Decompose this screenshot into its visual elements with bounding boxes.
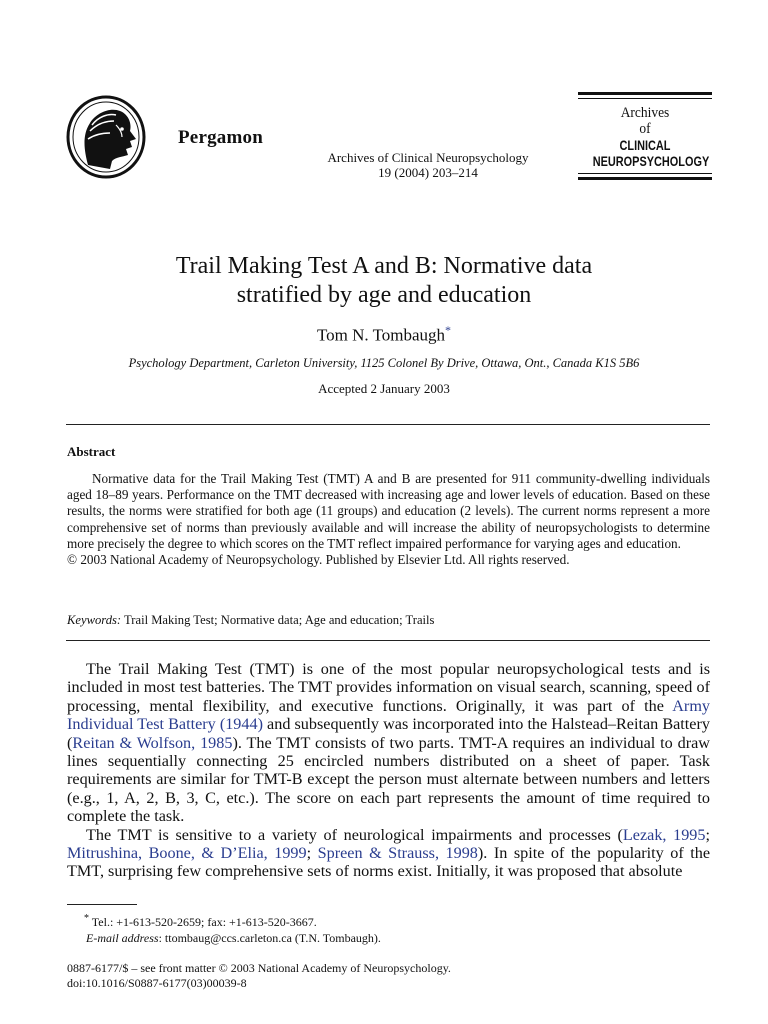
author-footnote-mark[interactable]: * <box>445 323 452 337</box>
body-paragraph-2 <box>67 826 710 881</box>
keywords-label: Keywords: <box>67 613 122 627</box>
keywords-text: Trail Making Test; Normative data; Age and education; Trails <box>124 613 435 627</box>
footnote <box>67 911 710 946</box>
bottom-divider <box>66 640 710 641</box>
journal-logo <box>578 92 712 180</box>
email-address: : ttombaug@ccs.carleton.ca (T.N. Tombaugh). <box>158 930 381 945</box>
title-line: stratified by age and education <box>236 282 532 308</box>
accepted-date: Accepted 2 January 2003 <box>318 381 450 396</box>
journal-logo-line: Archives <box>620 105 670 121</box>
journal-logo-line: NEUROPSYCHOLOGY <box>592 153 710 169</box>
top-divider <box>66 424 710 425</box>
footnote-contact-text: Tel.: +1-613-520-2659; fax: +1-613-520-3667. <box>91 915 317 929</box>
footnote-rule <box>67 904 137 905</box>
title-line: Trail Making Test A and B: Normative data <box>175 253 593 279</box>
body-text-run: ; <box>306 844 318 863</box>
keywords <box>67 613 710 628</box>
body-text <box>67 660 710 881</box>
abstract-body <box>67 471 710 568</box>
journal-reference <box>300 150 556 180</box>
footnote-email <box>67 931 710 947</box>
journal-volume: 19 (2004) 203–214 <box>378 165 478 180</box>
issn-line: 0887-6177/$ – see front matter © 2003 National Academy of Neuropsychology. <box>67 961 451 975</box>
abstract-heading: Abstract <box>67 444 116 459</box>
front-matter <box>67 961 710 991</box>
footnote-contact <box>67 911 710 931</box>
pergamon-head-emblem-icon <box>66 95 162 179</box>
abstract-text: Normative data for the Trail Making Test (TMT) A and B are presented for 911 community-dwelling individuals aged 18–89 years. Performance on the TMT decreased with increasing age and lower levels of education. Based on these results, the norms were stratified for both age (11 groups) and education (2 levels). The current norms represent a more comprehensive set of norms than previously available and will increase the ability of neuropsychologists to determine more precisely the degree to which scores on the TMT reflect impaired performance for varying ages and education. <box>67 471 710 551</box>
author-name: Tom N. Tombaugh <box>316 325 446 345</box>
doi-line: doi:10.1016/S0887-6177(03)00039-8 <box>67 976 247 990</box>
publisher-name: Pergamon <box>178 127 263 148</box>
citation-link-reitan-wolfson[interactable]: Reitan & Wolfson, 1985 <box>72 733 233 752</box>
body-text-run: The TMT is sensitive to a variety of neurological impairments and processes ( <box>86 825 623 844</box>
email-label: E-mail address <box>86 930 159 945</box>
affiliation: Psychology Department, Carleton University, 1125 Colonel By Drive, Ottawa, Ont., Canada K1S 5B6 <box>128 356 640 370</box>
body-text-run: ; <box>705 825 710 844</box>
citation-link-mitrushina[interactable]: Mitrushina, Boone, & D’Elia, 1999 <box>67 844 307 863</box>
journal-logo-line: CLINICAL <box>619 137 671 153</box>
article-title <box>60 252 708 310</box>
footnote-mark: * <box>84 913 89 924</box>
citation-link-spreen-strauss[interactable]: Spreen & Strauss, 1998 <box>317 844 478 863</box>
citation-link-lezak[interactable]: Lezak, 1995 <box>622 825 706 844</box>
body-text-run: and subsequently was incorporated into the Halstead–Reitan Battery ( <box>67 715 710 752</box>
body-text-run: ). In spite of the popularity of the TMT, surprising few comprehensive sets of norms exist. Initially, it was proposed that absolute <box>67 844 711 881</box>
body-text-run: ). The TMT consists of two parts. TMT-A requires an individual to draw lines sequentially connecting 25 encircled numbers distributed on a sheet of paper. Task requirements are similar for TMT-B except the person must alternate between numbers and letters (e.g., 1, A, 2, B, 3, C, etc.). The score on each part represents the amount of time required to complete the task. <box>67 733 710 826</box>
body-text-run: The Trail Making Test (TMT) is one of the most popular neuropsychological tests and is included in most test batteries. The TMT provides information on visual search, scanning, speed of processing, mental flexibility, and executive functions. Originally, it was part of the <box>67 660 710 715</box>
abstract-copyright: © 2003 National Academy of Neuropsychology. Published by Elsevier Ltd. All rights reserved. <box>67 552 570 568</box>
citation-link-army-battery[interactable]: Army Individual Test Battery (1944) <box>67 696 710 734</box>
journal-name: Archives of Clinical Neuropsychology <box>327 150 529 165</box>
body-paragraph-1 <box>67 660 710 826</box>
author <box>60 323 708 346</box>
journal-logo-line: of <box>639 121 651 137</box>
